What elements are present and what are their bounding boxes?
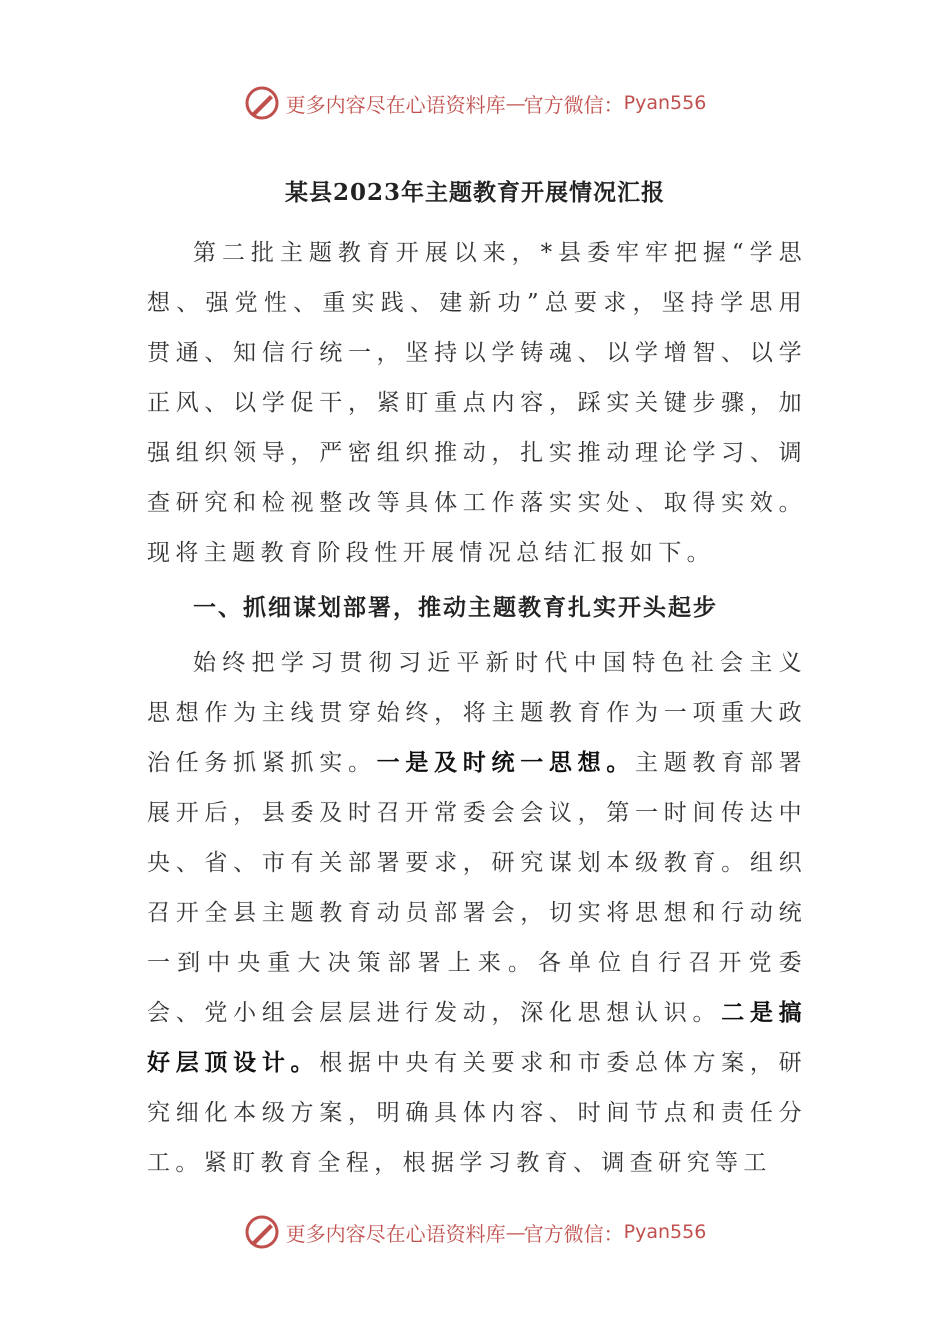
document-title: 某县2023年主题教育开展情况汇报 bbox=[284, 179, 665, 206]
watermark-banner-bottom bbox=[0, 1212, 950, 1252]
point-one-text: 主题教育部署展开后，县委及时召开常委会会议，第一时间传达中央、省、市有关部署要求，研究谋划本级教育。组织召开全县主题教育动员部署会，切实将思想和行动统一到中央重大决策部署上来。各单位自行召开党委会、党小组会层层进行发动，深化思想认识。 bbox=[147, 750, 807, 1026]
section-heading: 一、抓细谋划部署，推动主题教育扎实开头起步 bbox=[193, 594, 718, 621]
watermark-text: 更多内容尽在心语资料库 bbox=[285, 1221, 506, 1246]
watermark-wechat-id: Pyan556 bbox=[623, 1221, 707, 1243]
watermark-wechat-id: Pyan556 bbox=[623, 92, 707, 114]
point-two-label: 二是搞好层顶设计。 bbox=[147, 999, 808, 1076]
point-two-text: 根据中央有关要求和市委总体方案，研究细化本级方案，明确具体内容、时间节点和责任分工。紧盯教育全程，根据学习教育、调查研究等工 bbox=[147, 1050, 807, 1176]
watermark-separator: — bbox=[505, 91, 524, 115]
section-paragraph bbox=[147, 638, 807, 1188]
paragraph-lead: 始终把学习贯彻习近平新时代中国特色社会主义思想作为主线贯穿始终，将主题教育作为一项重大政治任务抓紧抓实。 bbox=[147, 650, 807, 776]
watermark-text: 更多内容尽在心语资料库 bbox=[285, 92, 506, 117]
document-body bbox=[147, 228, 807, 1188]
intro-paragraph: 第二批主题教育开展以来，*县委牢牢把握“学思想、强党性、重实践、建新功”总要求，坚持学思用贯通、知信行统一，坚持以学铸魂、以学增智、以学正风、以学促干，紧盯重点内容，踩实关键步骤，加强组织领导，严密组织推动，扎实推动理论学习、调查研究和检视整改等具体工作落实实处、取得实效。现将主题教育阶段性开展情况总结汇报如下。 bbox=[147, 240, 807, 566]
watermark-wechat-label: 官方微信： bbox=[523, 1221, 624, 1246]
pen-logo-icon bbox=[244, 85, 280, 121]
watermark-separator: — bbox=[505, 1220, 524, 1244]
point-one-label: 一是及时统一思想。 bbox=[376, 749, 636, 776]
watermark-banner-top bbox=[0, 83, 950, 123]
watermark-wechat-label: 官方微信： bbox=[523, 92, 624, 117]
pen-logo-icon bbox=[244, 1214, 280, 1250]
